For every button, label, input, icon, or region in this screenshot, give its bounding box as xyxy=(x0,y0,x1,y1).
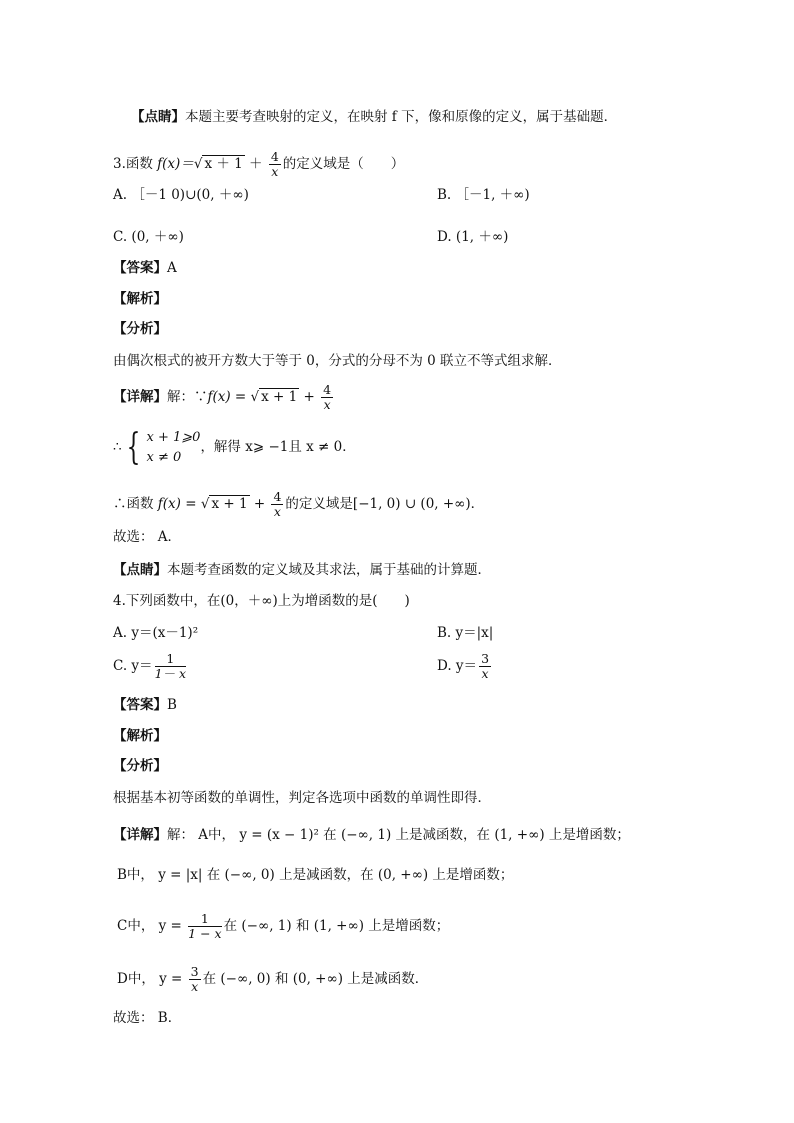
q3-option-d: D. (1, ＋∞) xyxy=(437,229,509,245)
question-3-stem: 3.函数 f(x)＝√ x ＋ 1 ＋ $\frac{4}{x}$ 的定义域是（ ） xyxy=(113,149,405,179)
jiexi-heading: 【解析】 xyxy=(113,291,167,307)
case-c-lead: C中， y = xyxy=(117,917,187,934)
q4-option-d xyxy=(437,652,493,681)
q4c-num: 1 xyxy=(155,652,186,667)
q3-option-b: B. ［－1, ＋∞) xyxy=(437,187,530,203)
answer4-value: B xyxy=(167,697,177,713)
q3-option-a: A. ［－1 0)∪(0, ＋∞) xyxy=(113,187,249,203)
concl-lead: ∴函数 xyxy=(113,495,158,512)
inequality-system xyxy=(147,428,201,467)
q3-func: f(x)＝ xyxy=(157,155,194,172)
q4-option-b: B. y＝|x| xyxy=(437,625,494,641)
dianjing-text: 本题主要考查映射的定义，在映射 f 下，像和原像的定义，属于基础题． xyxy=(185,109,618,125)
q4c-den: 1－ x xyxy=(154,665,187,681)
q3-den: x xyxy=(271,163,279,179)
fenxi-3-text: 由偶次根式的被开方数大于等于 0，分式的分母不为 0 联立不等式组求解． xyxy=(113,353,562,369)
case-d-fraction xyxy=(189,965,201,994)
xiangjie-plus: + xyxy=(299,388,320,405)
q3-plus: ＋ xyxy=(244,155,267,172)
case-c-num: 1 xyxy=(188,912,221,927)
jiexi-heading-4: 【解析】 xyxy=(113,728,167,744)
q4-option-a: A. y＝(x－1)² xyxy=(113,625,199,641)
q3-option-c: C. (0, ＋∞) xyxy=(113,229,184,245)
concl-num: 4 xyxy=(273,489,282,504)
q4-option-c xyxy=(113,652,188,681)
question-4-stem: 4.下列函数中，在(0，＋∞)上为增函数的是( ) xyxy=(113,593,410,609)
answer-value: A xyxy=(167,260,177,276)
case-c xyxy=(117,912,449,941)
concl-fraction xyxy=(271,490,283,519)
q4d-den: x xyxy=(481,665,489,681)
xiangjie-den: x xyxy=(323,396,331,412)
answer-4 xyxy=(113,699,177,713)
xiangjie-fx: f(x) = xyxy=(207,388,251,405)
q4c-lead: C. y＝ xyxy=(113,657,153,674)
q4d-lead: D. y＝ xyxy=(437,657,478,674)
guxuan-3: 故选： A． xyxy=(113,529,182,545)
guxuan-4: 故选： B． xyxy=(113,1010,182,1026)
q3-stem-b: 的定义域是（ ） xyxy=(282,155,405,172)
case-d-num: 3 xyxy=(190,964,199,979)
fenxi-4-text: 根据基本初等函数的单调性，判定各选项中函数的单调性即得． xyxy=(113,790,491,806)
xiangjie-tag: 【详解】 xyxy=(113,388,167,405)
case-b: B中， y = |x| 在 (−∞, 0) 上是减函数，在 (0, +∞) 上是增函数； xyxy=(117,867,514,883)
case-d-den: x xyxy=(191,978,199,994)
fenxi-heading: 【分析】 xyxy=(113,321,167,337)
q3-stem-a: 3.函数 xyxy=(113,155,158,172)
concl-plus: + xyxy=(249,495,270,512)
xiangjie-3: 【详解】解：∵f(x) = √ x + 1 + $\frac{4}{x}$ xyxy=(113,382,332,412)
dianjing-1 xyxy=(131,111,617,125)
q3-root: x ＋ 1 xyxy=(204,155,243,172)
answer-3 xyxy=(113,262,177,276)
concl-root: x + 1 xyxy=(211,495,248,512)
q4c-fraction xyxy=(155,652,186,681)
case-c-fraction xyxy=(188,912,221,941)
dianjing3-text: 本题考查函数的定义域及其求法，属于基础的计算题． xyxy=(167,562,491,578)
answer4-tag: 【答案】 xyxy=(113,697,167,713)
case-d xyxy=(117,965,428,994)
system-3 xyxy=(113,428,356,467)
case-d-lead: D中， y = xyxy=(117,970,187,987)
concl-fx: f(x) = xyxy=(157,495,201,512)
xiangjie-lead: 解：∵ xyxy=(167,388,208,405)
q4d-num: 3 xyxy=(481,651,490,666)
fenxi-heading-4: 【分析】 xyxy=(113,758,167,774)
xiangjie-4 xyxy=(113,829,630,843)
dianjing-3 xyxy=(113,564,491,578)
q3-fraction xyxy=(269,150,281,179)
system-tail: ，解得 x⩾ −1且 x ≠ 0． xyxy=(200,439,356,455)
q4d-fraction xyxy=(479,652,491,681)
case-c-den: 1 − x xyxy=(188,925,222,941)
therefore-symbol: ∴ xyxy=(113,439,122,455)
dianjing-tag: 【点睛】 xyxy=(131,109,185,125)
xiangjie4-tag: 【详解】 xyxy=(113,827,167,843)
dianjing3-tag: 【点睛】 xyxy=(113,562,167,578)
concl-tail: 的定义域是[−1, 0) ∪ (0, +∞)． xyxy=(285,495,485,512)
xiangjie-num: 4 xyxy=(323,382,332,397)
q3-num: 4 xyxy=(270,149,279,164)
left-brace-icon: { xyxy=(126,426,140,468)
conclusion-3: ∴函数 f(x) = √ x + 1 + $\frac{4}{x}$ 的定义域是[−1, 0) ∪ (0, +∞)． xyxy=(113,489,485,519)
xiangjie-fraction xyxy=(321,383,333,412)
concl-den: x xyxy=(273,503,281,519)
xiangjie4-text: 解： A中， y = (x − 1)² 在 (−∞, 1) 上是减函数，在 (1, +∞) 上是增函数； xyxy=(167,827,630,843)
xiangjie-root: x + 1 xyxy=(261,388,298,405)
answer-tag: 【答案】 xyxy=(113,260,167,276)
case-d-tail: 在 (−∞, 0) 和 (0, +∞) 上是减函数． xyxy=(202,970,429,987)
system-line-2: x ≠ 0 xyxy=(146,449,182,465)
case-c-tail: 在 (−∞, 1) 和 (1, +∞) 上是增函数； xyxy=(223,917,450,934)
system-line-1: x + 1⩾0 xyxy=(146,430,201,445)
